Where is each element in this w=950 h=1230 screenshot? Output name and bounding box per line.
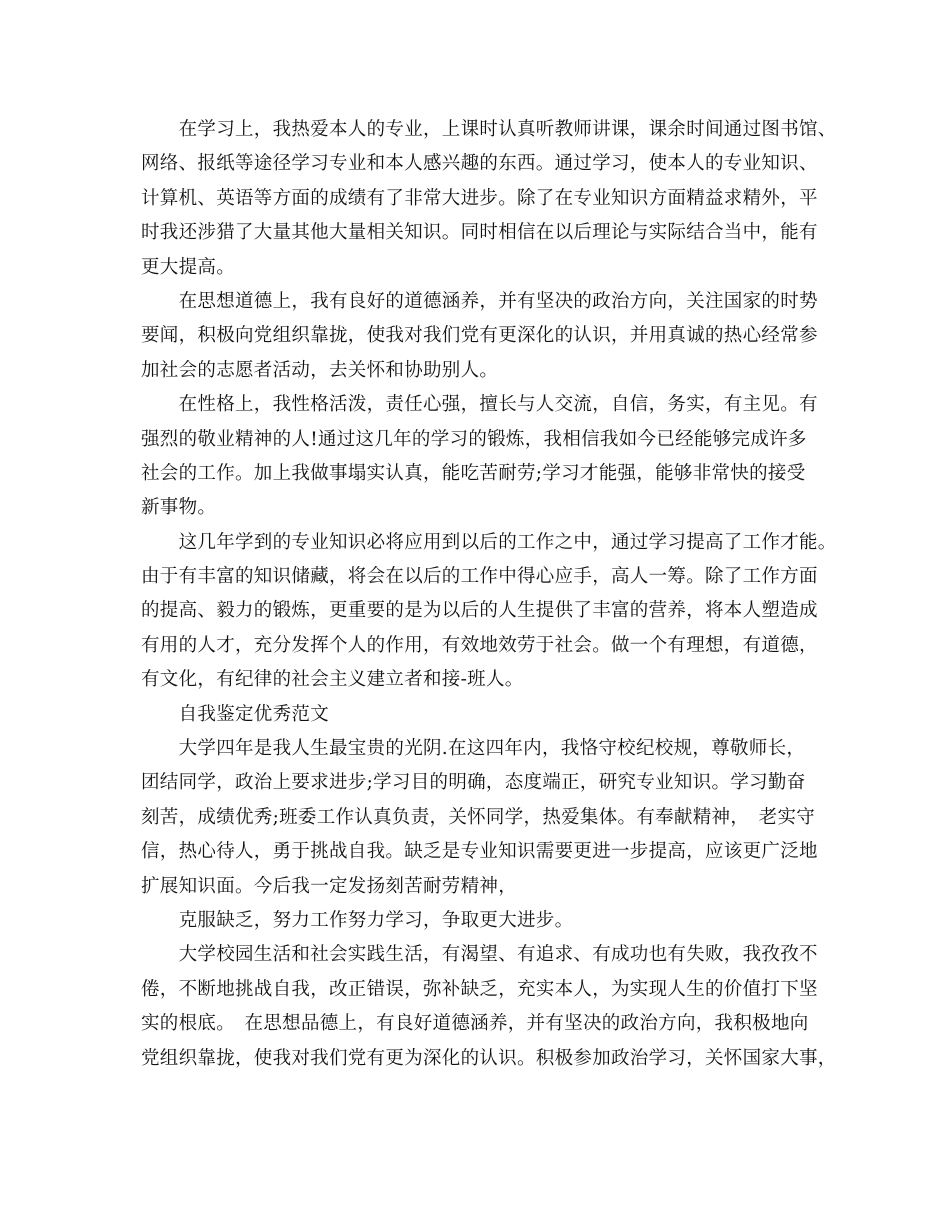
text-line: 计算机、英语等方面的成绩有了非常大进步。除了在专业知识方面精益求精外，平 [141, 187, 818, 209]
text-line: 克服缺乏，努力工作努力学习，争取更大进步。 [141, 909, 574, 931]
text-line: 强烈的敬业精神的人!通过这几年的学习的锻炼，我相信我如今已经能够完成许多 [141, 428, 807, 450]
text-line: 扩展知识面。今后我一定发扬刻苦耐劳精神， [141, 875, 518, 897]
document-body [141, 113, 837, 1076]
text-line: 的提高、毅力的锻炼，更重要的是为以后的人生提供了丰富的营养，将本人塑造成 [141, 600, 818, 622]
text-line: 由于有丰富的知识储藏，将会在以后的工作中得心应手，高人一筹。除了工作方面 [141, 566, 818, 588]
text-line: 实的根底。 在思想品德上，有良好道德涵养，并有坚决的政治方向，我积极地向 [141, 1013, 809, 1035]
text-line: 在性格上，我性格活泼，责任心强，擅长与人交流，自信，务实，有主见。有 [141, 394, 818, 416]
text-line: 社会的工作。加上我做事塌实认真，能吃苦耐劳;学习才能强，能够非常快的接受 [141, 462, 806, 484]
text-line: 加社会的志愿者活动，去关怀和协助别人。 [141, 359, 499, 381]
text-line: 大学四年是我人生最宝贵的光阴.在这四年内，我恪守校纪校规，尊敬师长， [141, 738, 806, 760]
text-line: 在学习上，我热爱本人的专业，上课时认真听教师讲课，课余时间通过图书馆、 [141, 119, 837, 140]
text-line: 信，热心待人，勇于挑战自我。缺乏是专业知识需要更进一步提高，应该更广泛地 [141, 841, 818, 863]
text-line: 这几年学到的专业知识必将应用到以后的工作之中，通过学习提高了工作才能。 [141, 531, 837, 553]
text-line: 有文化，有纪律的社会主义建立者和接-班人。 [141, 669, 524, 691]
text-line: 新事物。 [141, 497, 217, 519]
section-heading: 自我鉴定优秀范文 [141, 703, 330, 725]
text-line: 在思想道德上，我有良好的道德涵养，并有坚决的政治方向，关注国家的时势 [141, 290, 818, 312]
text-line: 党组织靠拢，使我对我们党有更为深化的认识。积极参加政治学习，关怀国家大事， [141, 1047, 837, 1069]
text-line: 大学校园生活和社会实践生活，有渴望、有追求、有成功也有失败，我孜孜不 [141, 944, 818, 966]
text-line: 时我还涉猎了大量其他大量相关知识。同时相信在以后理论与实际结合当中，能有 [141, 222, 818, 244]
text-line: 团结同学，政治上要求进步;学习目的明确，态度端正，研究专业知识。学习勤奋 [141, 772, 806, 794]
text-line: 要闻，积极向党组织靠拢，使我对我们党有更深化的认识，并用真诚的热心经常参 [141, 325, 818, 347]
text-line: 倦，不断地挑战自我，改正错误，弥补缺乏，充实本人，为实现人生的价值打下坚 [141, 978, 818, 1000]
text-line: 刻苦，成绩优秀;班委工作认真负责，关怀同学，热爱集体。有奉献精神， 老实守 [141, 806, 816, 828]
text-line: 有用的人才，充分发挥个人的作用，有效地效劳于社会。做一个有理想，有道德， [141, 634, 818, 656]
text-line: 更大提高。 [141, 256, 236, 278]
text-line: 网络、报纸等途径学习专业和本人感兴趣的东西。通过学习，使本人的专业知识、 [141, 153, 818, 175]
